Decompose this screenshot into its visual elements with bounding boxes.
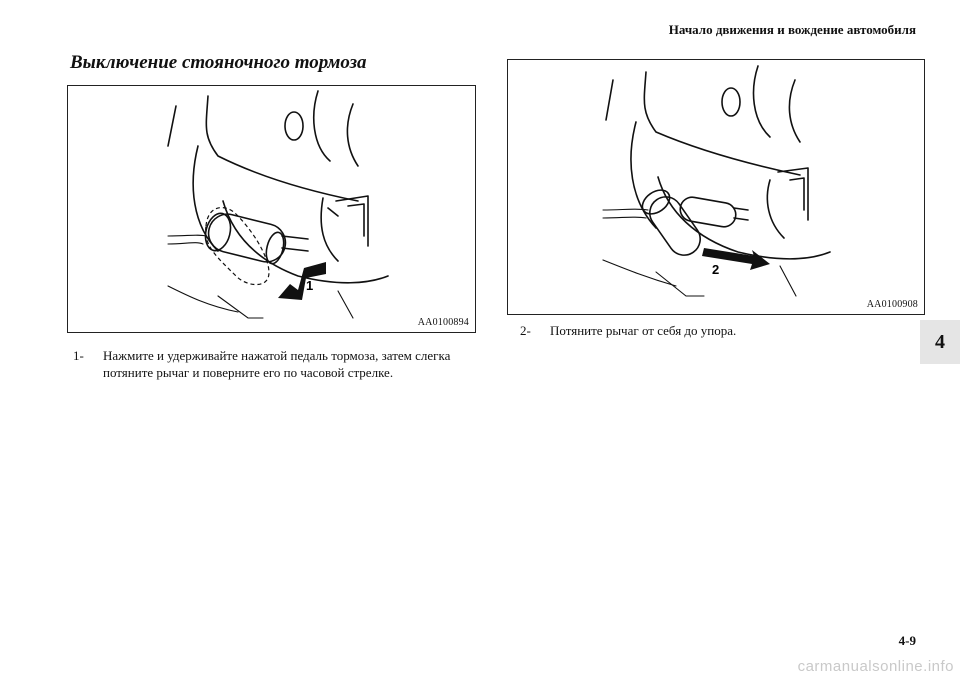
watermark: carmanualsonline.info: [797, 658, 954, 675]
step-1-caption: [73, 347, 483, 381]
step-2-caption: [520, 322, 900, 339]
parking-brake-illustration-2: [508, 60, 924, 314]
figure-release-step-2: [507, 59, 925, 315]
page-number: 4-9: [898, 633, 916, 648]
step-text: Потяните рычаг от себя до упора.: [550, 323, 737, 338]
parking-brake-illustration-1: [68, 86, 475, 332]
callout-label: 2: [712, 262, 720, 277]
callout-label: 1: [306, 278, 314, 293]
page-title: Выключение стояночного тормоза: [70, 52, 367, 73]
step-number: 2-: [520, 323, 531, 338]
figure-release-step-1: [67, 85, 476, 333]
figure-code: AA0100908: [866, 299, 918, 310]
step-text: Нажмите и удерживайте нажатой педаль тормоза, затем слегка потяните рычаг и поверните его по часовой стрелке.: [103, 348, 451, 380]
running-header: Начало движения и вождение автомобиля: [668, 22, 916, 37]
figure-code: AA0100894: [417, 317, 469, 328]
step-number: 1-: [73, 348, 84, 363]
chapter-tab: 4: [920, 320, 960, 364]
